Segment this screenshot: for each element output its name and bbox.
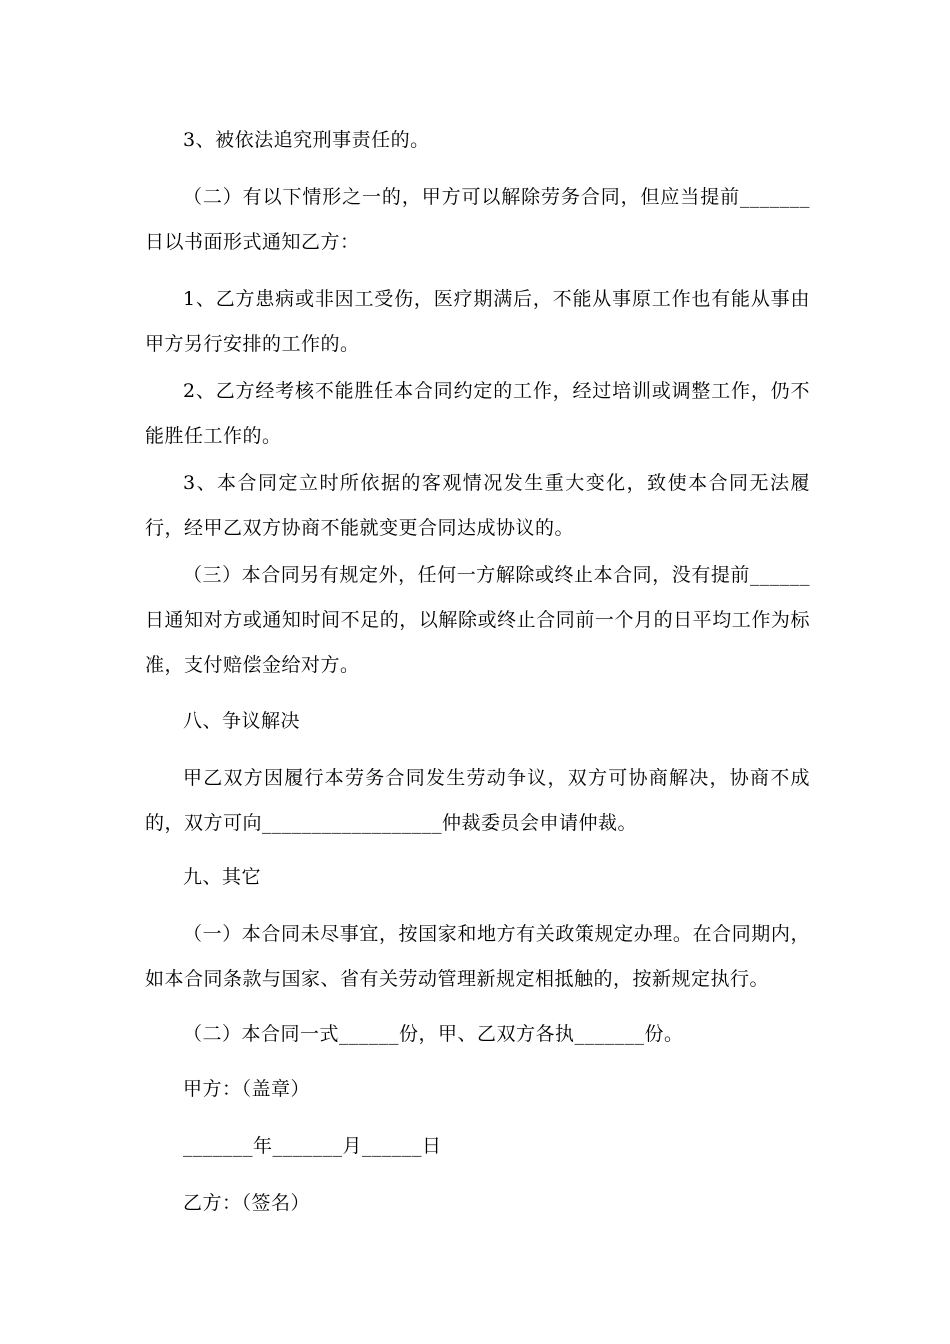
signature-date-line: _______年_______月______日: [183, 1135, 442, 1157]
clause-other-2-copies: （二）本合同一式______份，甲、乙双方各执_______份。: [183, 1023, 684, 1045]
clause-item-3-circumstance-change: 3、本合同定立时所依据的客观情况发生重大变化，致使本合同无法履行，经甲乙双方协商不能就变更合同达成协议的。: [145, 472, 810, 539]
party-b-signature-label: 乙方：（签名）: [183, 1192, 311, 1214]
heading-other: 九、其它: [183, 866, 262, 888]
party-a-seal-label: 甲方：（盖章）: [183, 1078, 311, 1100]
clause-item-1-illness: 1、乙方患病或非因工受伤，医疗期满后，不能从事原工作也有能从事由甲方另行安排的工作的。: [145, 288, 810, 355]
clause-dispute-arbitration: 甲乙双方因履行本劳务合同发生劳动争议，双方可协商解决，协商不成的，双方可向__________________仲裁委员会申请仲裁。: [145, 767, 810, 834]
clause-item-2-incompetence: 2、乙方经考核不能胜任本合同约定的工作，经过培训或调整工作，仍不能胜任工作的。: [145, 380, 810, 447]
clause-item-3-criminal: 3、被依法追究刑事责任的。: [183, 129, 430, 151]
heading-dispute-resolution: 八、争议解决: [183, 710, 301, 732]
clause-other-1-policy: （一）本合同未尽事宜，按国家和地方有关政策规定办理。在合同期内，如本合同条款与国家、省有关劳动管理新规定相抵触的，按新规定执行。: [145, 923, 810, 990]
clause-section-2-termination-notice: （二）有以下情形之一的，甲方可以解除劳务合同，但应当提前_______日以书面形式通知乙方：: [145, 186, 810, 253]
clause-section-3-compensation: （三）本合同另有规定外，任何一方解除或终止本合同，没有提前______日通知对方或通知时间不足的，以解除或终止合同前一个月的日平均工作为标准，支付赔偿金给对方。: [145, 564, 810, 676]
